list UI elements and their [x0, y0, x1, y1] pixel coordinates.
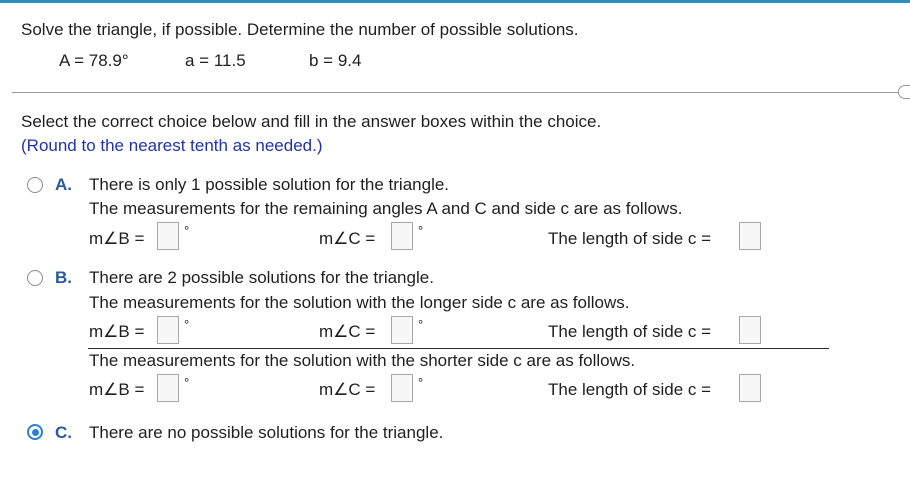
choice-a-radio[interactable]: [27, 177, 43, 193]
degree-symbol: °: [418, 223, 424, 238]
degree-symbol: °: [418, 375, 424, 390]
choice-a-line2: The measurements for the remaining angles A and C and side c are as follows.: [89, 199, 683, 218]
choice-c-radio[interactable]: [27, 424, 43, 440]
angle-b-label: m∠B =: [89, 229, 145, 248]
angle-c-label: m∠C =: [319, 380, 376, 399]
choice-b-radio[interactable]: [27, 270, 43, 286]
choice-b-longer-side-c-input[interactable]: [739, 316, 761, 344]
degree-symbol: °: [184, 375, 190, 390]
instructions-text: Select the correct choice below and fill in the answer boxes within the choice.: [21, 112, 602, 131]
choice-b-shorter-side-c-input[interactable]: [739, 374, 761, 402]
choice-b-shorter-angle-c-input[interactable]: [391, 374, 413, 402]
collapse-handle-icon[interactable]: [898, 85, 910, 99]
choice-b-longer-angle-c-input[interactable]: [391, 316, 413, 344]
side-c-label: The length of side c =: [548, 322, 712, 341]
choice-c-letter: C.: [55, 423, 72, 442]
choice-a-angle-b-input[interactable]: [157, 222, 179, 250]
choice-a-line1: There is only 1 possible solution for the triangle.: [89, 175, 450, 194]
choice-b-shorter-angle-b-input[interactable]: [157, 374, 179, 402]
side-c-label: The length of side c =: [548, 229, 712, 248]
given-angle-a: A = 78.9°: [59, 51, 129, 70]
given-side-b: b = 9.4: [309, 51, 362, 70]
degree-symbol: °: [184, 223, 190, 238]
top-accent-bar: [0, 0, 910, 3]
degree-symbol: °: [418, 317, 424, 332]
choice-b-letter: B.: [55, 268, 72, 287]
choice-c-line1: There are no possible solutions for the triangle.: [89, 423, 444, 442]
choice-b-line2: The measurements for the solution with the longer side c are as follows.: [89, 293, 630, 312]
degree-symbol: °: [184, 317, 190, 332]
side-c-label: The length of side c =: [548, 380, 712, 399]
angle-c-label: m∠C =: [319, 229, 376, 248]
choice-a-letter: A.: [55, 175, 72, 194]
angle-c-label: m∠C =: [319, 322, 376, 341]
choice-a-side-c-input[interactable]: [739, 222, 761, 250]
choice-b-longer-angle-b-input[interactable]: [157, 316, 179, 344]
angle-b-label: m∠B =: [89, 322, 145, 341]
angle-b-label: m∠B =: [89, 380, 145, 399]
solution-separator: [88, 348, 829, 349]
choice-a-angle-c-input[interactable]: [391, 222, 413, 250]
rounding-note: (Round to the nearest tenth as needed.): [21, 136, 323, 155]
given-side-a: a = 11.5: [185, 51, 246, 70]
question-text: Solve the triangle, if possible. Determine the number of possible solutions.: [21, 20, 579, 39]
section-divider: [12, 92, 898, 93]
choice-b-line3: The measurements for the solution with the shorter side c are as follows.: [89, 351, 636, 370]
choice-b-line1: There are 2 possible solutions for the triangle.: [89, 268, 434, 287]
